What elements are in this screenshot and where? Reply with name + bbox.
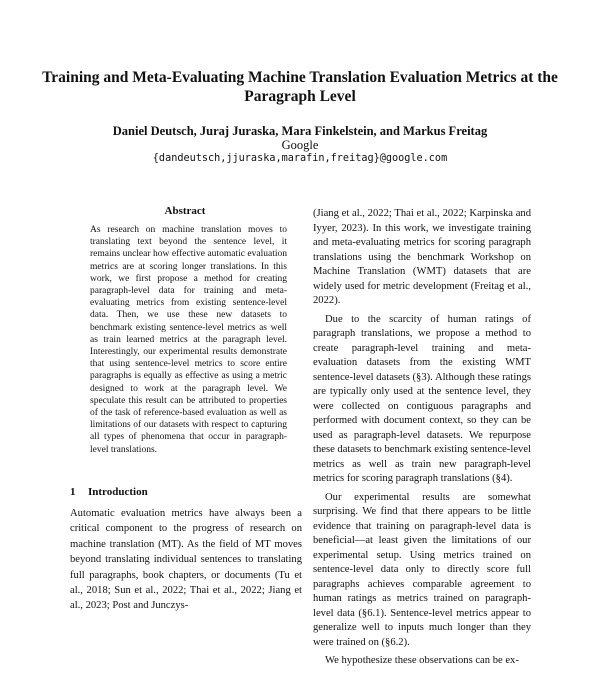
right-paragraph-3: Our experimental results are somewhat surprising. We find that there appears to be little evidence that training on paragraph-level data is beneficial—at least given the limitations of our experimental setup. Using metrics trained on sentence-level data only to directly score full paragraphs achieves comparable agreement to human ratings as metrics trained on paragraph-level data (§6.1). Sentence-level metrics appear to generalize well to inputs much longer than they were trained on (§6.2). [313, 491, 531, 648]
abstract-heading: Abstract [164, 205, 206, 217]
author-emails: {dandeutsch,jjuraska,marafin,freitag}@google.com [152, 153, 448, 164]
author-list: Daniel Deutsch, Juraj Juraska, Mara Finkelstein, and Markus Freitag [112, 124, 488, 138]
section-heading-introduction [70, 486, 310, 498]
abstract-text: As research on machine translation moves to translating text beyond the sentence level, it remains unclear how effective automatic evaluation metrics are at scoring longer translations. In this work, we first propose a method for creating paragraph-level data for training and meta-evaluating metrics from existing sentence-level data. Then, we use these new datasets to benchmark existing sentence-level metrics as well as train learned metrics at the paragraph level. Interestingly, our experimental results demonstrate that using sentence-level metrics to score entire paragraphs is equally as effective as using a metric designed to work at the paragraph level. We speculate this result can be attributed to properties of the task of reference-based evaluation as well as limitations of our datasets with respect to capturing all types of phenomena that occur in paragraph-level translations. [90, 225, 287, 455]
right-paragraph-2: Due to the scarcity of human ratings of paragraph translations, we propose a method to create paragraph-level training and meta-evaluation datasets from the existing WMT sentence-level datasets (§3). Although these ratings are typically only used at the sentence level, they were collected on contiguous paragraphs and performed with document context, so they can be used as paragraph-level datasets. We repurpose these datasets to benchmark existing sentence-level metrics as well as train new paragraph-level metrics for scoring paragraph translations (§4). [313, 313, 531, 484]
introduction-paragraph: Automatic evaluation metrics have always been a critical component to the progress of research on machine translation (MT). As the field of MT moves beyond translating individual sentences to translating full paragraphs, book chapters, or documents (Tu et al., 2018; Sun et al., 2022; Thai et al., 2022; Jiang et al., 2023; Post and Junczys- [70, 508, 302, 612]
right-paragraph-4: We hypothesize these observations can be ex- [325, 655, 519, 666]
section-number: 1 [70, 486, 76, 498]
section-title: Introduction [88, 486, 148, 498]
right-column [313, 207, 531, 673]
right-paragraph-1: (Jiang et al., 2022; Thai et al., 2022; Karpinska and Iyyer, 2023). In this work, we investigate training and meta-evaluating metrics for scoring paragraph translations using the benchmark Workshop on Machine Translation (WMT) datasets that are widely used for metric development (Freitag et al., 2022). [313, 208, 531, 306]
affiliation: Google [281, 138, 319, 152]
paper-title: Training and Meta-Evaluating Machine Translation Evaluation Metrics at the Paragraph Level [42, 69, 558, 105]
